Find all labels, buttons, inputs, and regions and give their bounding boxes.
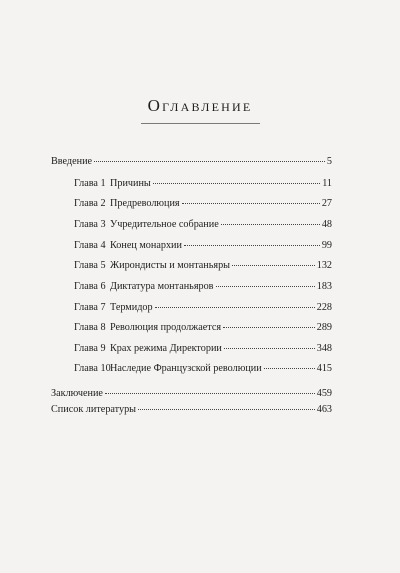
title-divider [141, 123, 260, 124]
dot-leader [138, 409, 315, 410]
chapter-title: Наследие Французской революции [110, 363, 262, 374]
toc-entry-chapter-5[interactable] [51, 258, 332, 274]
toc-entry-label: Заключение [51, 388, 103, 399]
dot-leader [264, 368, 315, 369]
chapter-title: Крах режима Директории [110, 343, 222, 354]
dot-leader [155, 307, 315, 308]
page-title: Оглавление [147, 96, 253, 115]
toc-entry-chapter-2[interactable] [51, 196, 332, 212]
toc-entry-chapter-4[interactable] [51, 238, 332, 254]
chapter-number: Глава 1 [74, 178, 106, 189]
toc-entry-intro[interactable] [51, 154, 332, 170]
chapter-number: Глава 10 [74, 363, 111, 374]
chapter-number: Глава 7 [74, 302, 106, 313]
chapter-page: 289 [316, 322, 332, 333]
chapter-number: Глава 8 [74, 322, 106, 333]
chapter-title: Предреволюция [110, 198, 180, 209]
chapter-page: 348 [316, 343, 332, 354]
dot-leader [232, 265, 315, 266]
chapter-number: Глава 3 [74, 219, 106, 230]
chapter-title: Диктатура монтаньяров [110, 281, 214, 292]
chapter-title: Учредительное собрание [110, 219, 219, 230]
chapter-title: Причины [110, 178, 151, 189]
toc-entry-page: 5 [326, 156, 332, 167]
chapter-page: 27 [321, 198, 332, 209]
chapter-page: 228 [316, 302, 332, 313]
chapter-number: Глава 6 [74, 281, 106, 292]
chapter-number: Глава 4 [74, 240, 106, 251]
toc-entry-label: Список литературы [51, 404, 137, 415]
chapter-page: 183 [316, 281, 332, 292]
chapter-number: Глава 9 [74, 343, 106, 354]
chapter-title: Конец монархии [110, 240, 182, 251]
chapter-page: 48 [321, 219, 332, 230]
dot-leader [105, 393, 315, 394]
chapter-title: Жирондисты и монтаньяры [110, 260, 231, 271]
chapter-page: 132 [316, 260, 332, 271]
chapter-page: 99 [321, 240, 332, 251]
chapter-title: Революция продолжается [110, 322, 222, 333]
dot-leader [94, 161, 325, 162]
toc-entry-chapter-7[interactable] [51, 300, 332, 316]
dot-leader [224, 348, 315, 349]
toc-entry-chapter-1[interactable] [51, 176, 332, 192]
toc-entry-chapter-10[interactable] [51, 361, 332, 377]
chapter-title: Термидор [110, 302, 153, 313]
dot-leader [182, 203, 320, 204]
toc-entry-page: 463 [316, 404, 332, 415]
chapter-number: Глава 2 [74, 198, 106, 209]
dot-leader [216, 286, 315, 287]
toc-entry-conclusion[interactable] [51, 386, 332, 402]
chapter-page: 415 [316, 363, 332, 374]
toc-entry-chapter-8[interactable] [51, 320, 332, 336]
toc-entry-chapter-6[interactable] [51, 279, 332, 295]
dot-leader [184, 245, 320, 246]
dot-leader [153, 183, 320, 184]
toc-entry-bibliography[interactable] [51, 402, 332, 418]
chapter-page: 11 [322, 178, 332, 189]
toc-entry-chapter-9[interactable] [51, 341, 332, 357]
toc-entry-label: Введение [51, 156, 93, 167]
chapter-number: Глава 5 [74, 260, 106, 271]
dot-leader [223, 327, 315, 328]
toc-entry-chapter-3[interactable] [51, 217, 332, 233]
dot-leader [221, 224, 320, 225]
toc-entry-page: 459 [316, 388, 332, 399]
